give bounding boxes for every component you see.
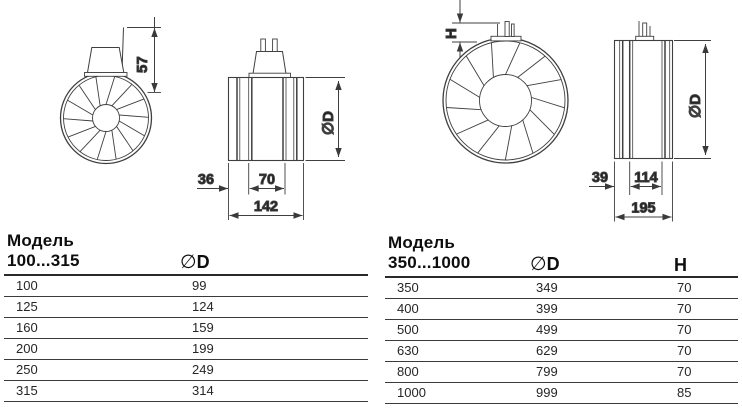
dim-label-195: 195 [631,200,656,217]
cell-model: 400 [397,301,419,316]
cell-diameter: 159 [192,320,214,335]
cell-model: 125 [16,299,38,314]
bottom-dimensions [197,163,304,220]
dim-label-114: 114 [634,170,658,186]
fan-hub [93,105,120,132]
cell-model: 100 [16,278,38,293]
cell-diameter: 349 [536,280,558,295]
table-row [385,320,738,341]
table-title-line1: Модель [7,231,75,250]
cell-diameter: 314 [192,383,214,398]
table-row [385,341,738,362]
cell-model: 350 [397,280,419,295]
table-title-line2: 350...1000 [388,253,471,272]
cell-diameter: 99 [192,278,207,293]
cell-model: 1000 [397,385,426,400]
column-header-diameter: ∅D [180,252,210,273]
cell-diameter: 124 [192,299,214,314]
cell-model: 630 [397,343,419,358]
table-row [385,362,738,383]
plug-pin [643,23,647,37]
bottom-dimensions [589,162,673,222]
table-row [385,299,738,320]
dim-label-57: 57 [134,56,151,73]
cell-diameter: 799 [536,364,558,379]
cell-model: 200 [16,341,38,356]
dim-label-H: H [443,28,460,39]
cell-diameter: 199 [192,341,214,356]
fan-side-view-small [197,39,345,220]
fan-side-view-large [589,21,711,222]
table-row [385,278,738,299]
table-header [4,231,368,276]
plug-pin [261,39,266,52]
cell-diameter: 629 [536,343,558,358]
fan-front-view-small [61,17,162,164]
table-title-line2: 100...315 [7,251,80,270]
cell-model: 500 [397,322,419,337]
diameter-symbol: ∅ [180,252,197,273]
dim-label-36: 36 [197,172,215,188]
table-title [7,231,80,271]
table-title-line1: Модель [388,233,456,252]
cell-model: 250 [16,362,38,377]
spec-table-350-1000 [385,233,738,404]
cell-diameter: 249 [192,362,214,377]
cell-height: 70 [677,280,692,295]
table-row [4,276,368,297]
cell-height: 70 [677,364,692,379]
table-header [385,233,738,278]
motor-housing [88,48,124,73]
cell-model: 800 [397,364,419,379]
cell-height: 70 [677,343,692,358]
table-title [388,233,470,273]
table-row [4,318,368,339]
column-header-diameter: ∅D [530,254,560,275]
spec-table-100-315 [4,231,368,402]
cell-height: 70 [677,322,692,337]
table-row [4,297,368,318]
dim-label-diameter: ∅D [320,111,337,135]
dimension-diameter [306,78,346,161]
plug-pin [505,22,509,37]
fan-blades [63,76,148,159]
dim-label-70: 70 [258,172,276,188]
cell-diameter: 999 [536,385,558,400]
diameter-symbol: ∅ [530,254,547,275]
fan-hub [480,75,532,127]
column-header-height: H [674,255,687,275]
cell-diameter: 399 [536,301,558,316]
dimension-diameter [674,41,711,159]
plug-pin [512,24,515,37]
cell-model: 160 [16,320,38,335]
table-row [4,339,368,360]
fan-front-view-large [443,0,568,163]
dim-label-142: 142 [253,199,279,215]
table-row [385,383,738,404]
plug-pin [273,39,278,52]
table-row [4,381,368,402]
table-row [4,360,368,381]
fan-blades [446,43,564,160]
cell-height: 70 [677,301,692,316]
cell-diameter: 499 [536,322,558,337]
dim-label-39: 39 [591,170,609,186]
dim-label-diameter: ∅D [687,94,704,118]
cell-height: 85 [677,385,692,400]
cell-model: 315 [16,383,38,398]
